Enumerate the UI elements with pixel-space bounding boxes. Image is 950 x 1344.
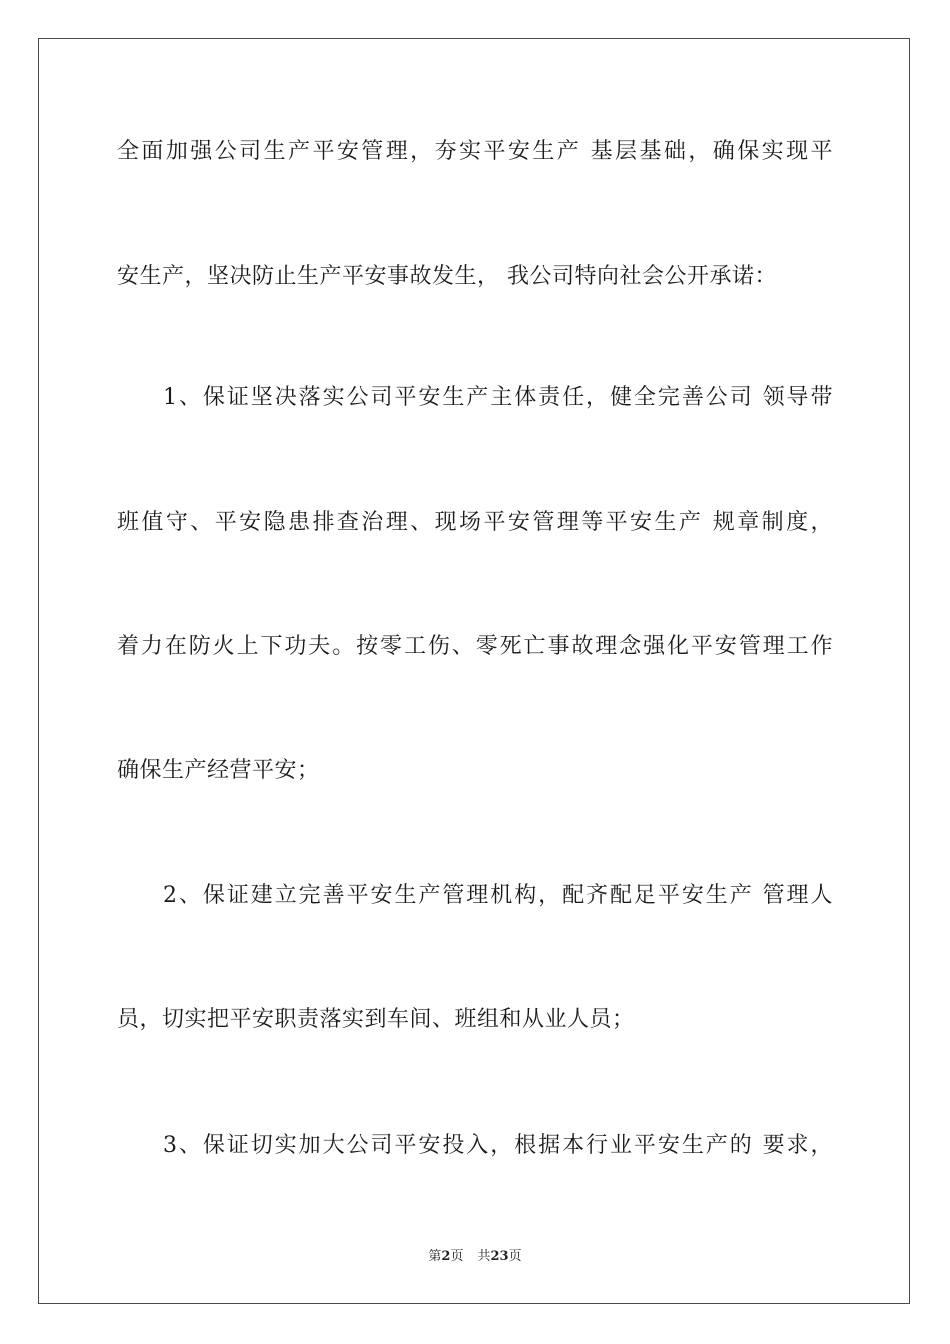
page-unit: 页 — [450, 1249, 464, 1264]
text-line-6: 确保生产经营平安； — [117, 758, 320, 783]
text-line-5: 着力在防火上下功夫。按零工伤、零死亡事故理念强化平安管理工作 — [117, 634, 833, 659]
text-line-9: 3、保证切实加大公司平安投入，根据本行业平安生产的 要求， — [163, 1133, 833, 1158]
text-line-8: 员，切实把平安职责落实到车间、班组和从业人员； — [117, 1007, 635, 1032]
text-line-4: 班值守、平安隐患排查治理、现场平安管理等平安生产 规章制度， — [117, 510, 833, 535]
text-line-3: 1、保证坚决落实公司平安生产主体责任，健全完善公司 领导带 — [163, 385, 833, 410]
text-line-7: 2、保证建立完善平安生产管理机构，配齐配足平安生产 管理人 — [163, 883, 833, 908]
page-number: 2 — [441, 1249, 451, 1264]
text-line-2: 安生产，坚决防止生产平安事故发生， 我公司特向社会公开承诺： — [117, 264, 777, 289]
total-prefix: 共 — [477, 1249, 491, 1264]
page-border — [38, 38, 910, 1304]
text-line-1: 全面加强公司生产平安管理，夯实平安生产 基层基础，确保实现平 — [117, 139, 833, 164]
total-unit: 页 — [508, 1249, 522, 1264]
page-prefix: 第 — [428, 1249, 442, 1264]
total-pages: 23 — [490, 1249, 509, 1264]
page-footer — [0, 1248, 950, 1266]
